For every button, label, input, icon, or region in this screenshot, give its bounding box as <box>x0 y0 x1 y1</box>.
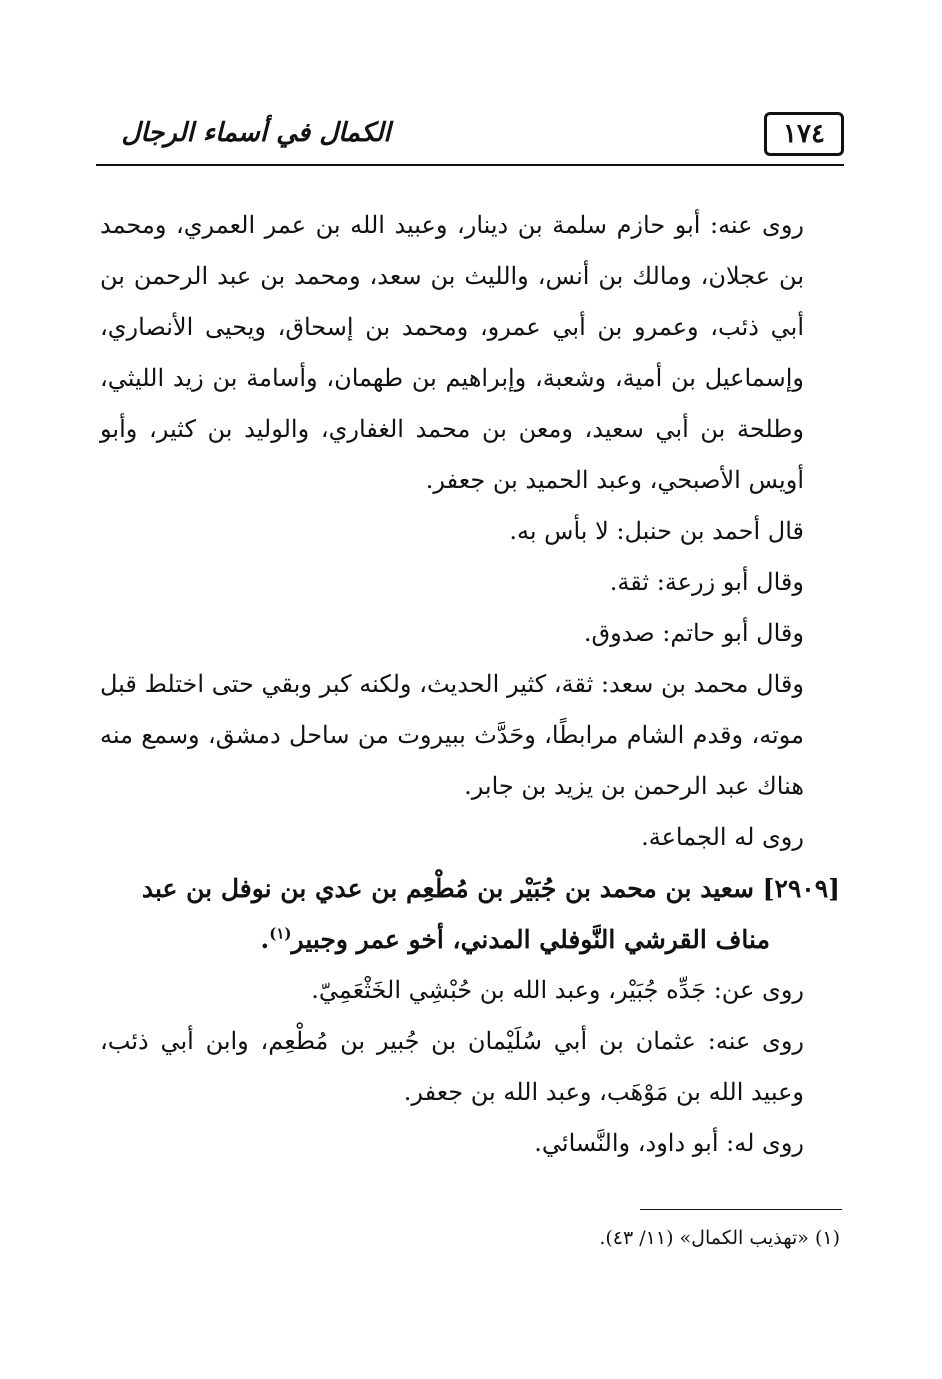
paragraph-rawa-anhu: روى عنه: عثمان بن أبي سُلَيْمان بن جُبير بن مُطْعِم، وابن أبي ذئب، وعبيد الله بن مَوْهَب، وعبد الله بن جعفر. <box>100 1027 804 1106</box>
paragraph-abu-zura: وقال أبو زرعة: ثقة. <box>609 568 804 596</box>
page-header <box>96 102 844 166</box>
header-rule <box>96 164 844 166</box>
page-number: ١٧٤ <box>764 112 844 156</box>
entry-heading-cont <box>100 914 840 965</box>
entry-heading <box>100 863 840 914</box>
page-body <box>100 200 840 1169</box>
book-title-calligraphy: الكمال في أسماء الرجال <box>121 118 391 148</box>
entry-heading-line1: [٢٩٠٩] سعيد بن محمد بن جُبَيْر بن مُطْعِم بن عدي بن نوفل بن عبد <box>141 874 840 903</box>
footnote-rule <box>640 1209 842 1210</box>
footnote: (١) «تهذيب الكمال» (١١/ ٤٣). <box>599 1227 840 1249</box>
paragraph-jamaa: روى له الجماعة. <box>641 823 804 851</box>
paragraph-narrators-from: روى عنه: أبو حازم سلمة بن دينار، وعبيد الله بن عمر العمري، ومحمد بن عجلان، ومالك بن أنس، والليث بن سعد، ومحمد بن عبد الرحمن بن أبي ذئب، وعمرو بن أبي عمرو، ومحمد بن إسحاق، ويحيى الأنصاري، وإسماعيل بن أمية، وشعبة، وإبراهيم بن طهمان، وأسامة بن زيد الليثي، وطلحة بن أبي سعيد، ومعن بن محمد الغفاري، والوليد بن كثير، وأبو أويس الأصبحي، وعبد الحميد بن جعفر. <box>100 211 804 494</box>
paragraph-abu-hatim: وقال أبو حاتم: صدوق. <box>583 619 804 647</box>
paragraph-rawa-lahu: روى له: أبو داود، والنَّسائي. <box>534 1129 804 1157</box>
paragraph-ibn-sad: وقال محمد بن سعد: ثقة، كثير الحديث، ولكنه كبر وبقي حتى اختلط قبل موته، وقدم الشام مرابطًا، وحَدَّث ببيروت من ساحل دمشق، وسمع منه هناك عبد الرحمن بن يزيد بن جابر. <box>100 670 804 800</box>
entry-heading-end: . <box>260 925 270 954</box>
paragraph-ahmad: قال أحمد بن حنبل: لا بأس به. <box>509 517 804 545</box>
entry-heading-line2: مناف القرشي النَّوفلي المدني، أخو عمر وجبير <box>291 925 770 954</box>
footnote-marker: (١) <box>269 924 292 943</box>
paragraph-rawa-an: روى عن: جَدِّه جُبَيْر، وعبد الله بن حُبْشِي الخَثْعَمِيّ. <box>311 976 804 1004</box>
